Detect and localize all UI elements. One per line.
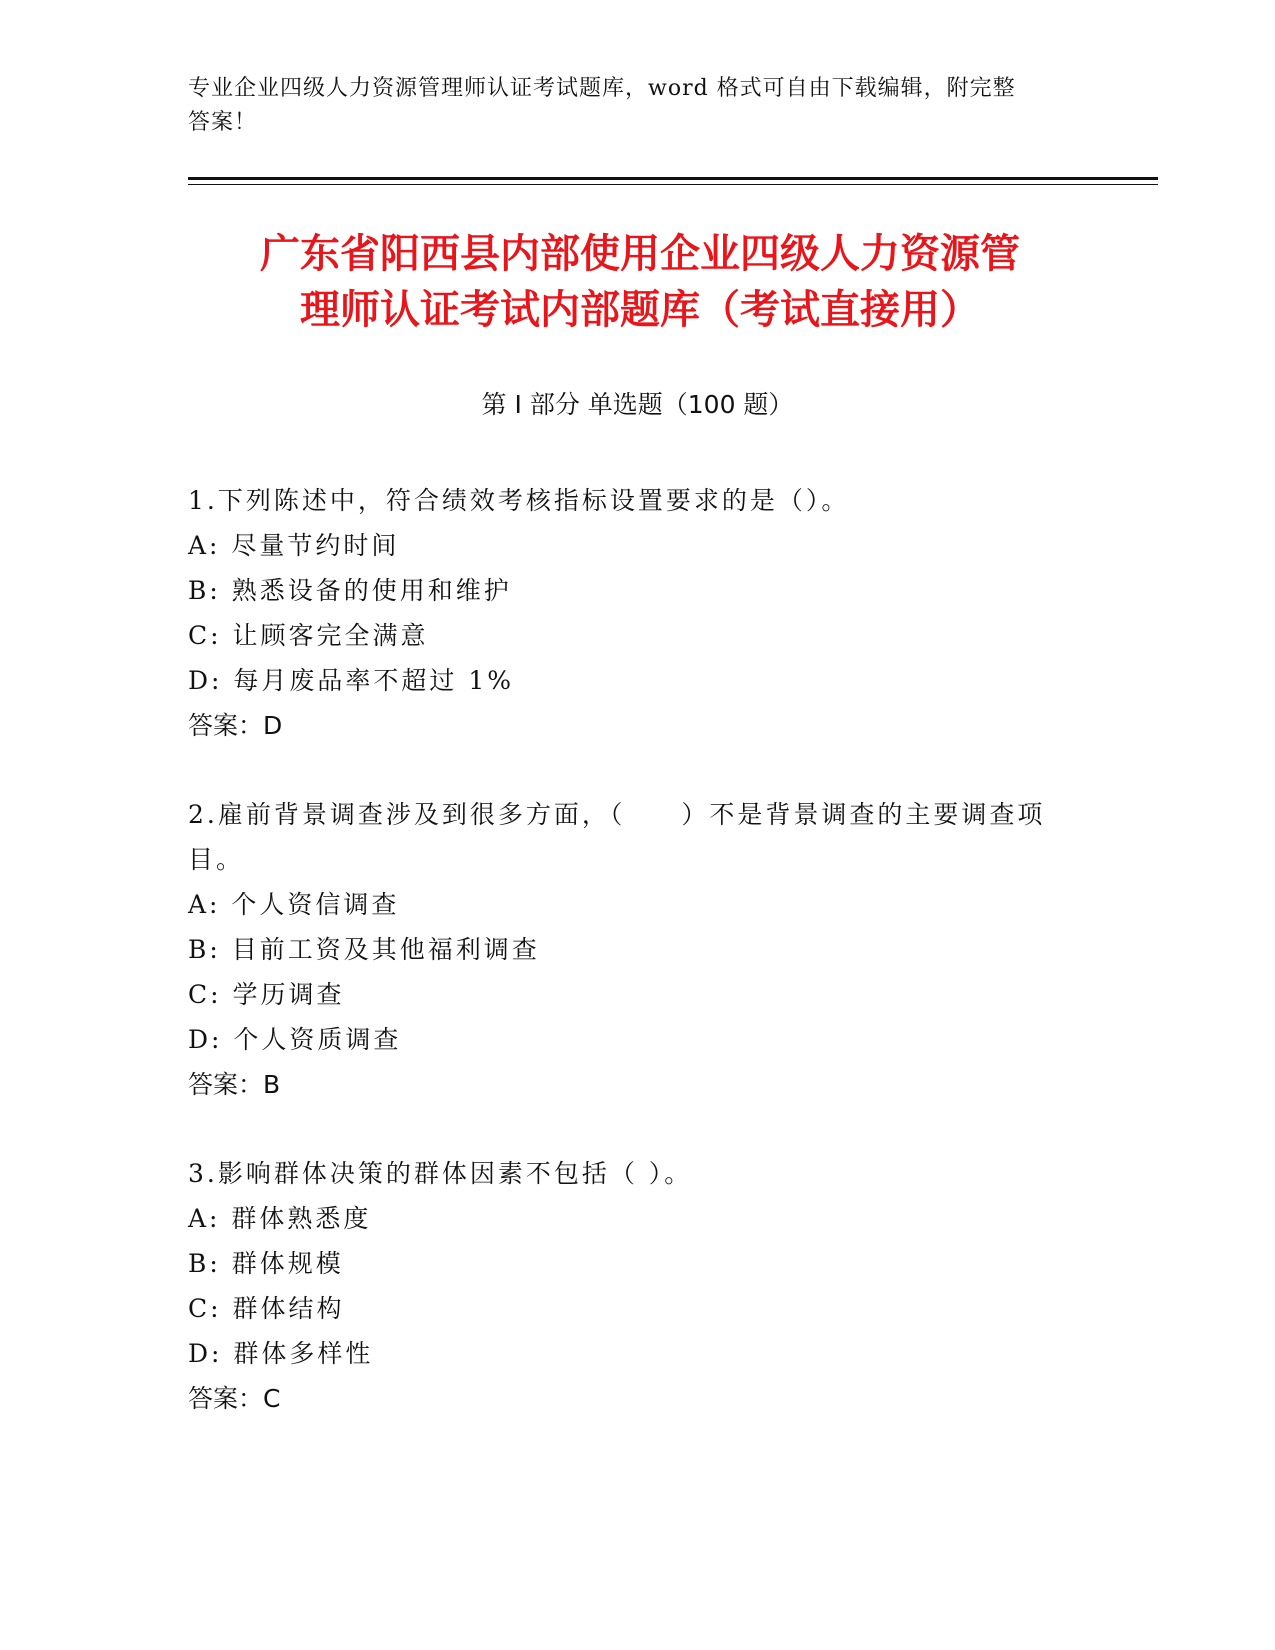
question-2: [188, 792, 1088, 1107]
question-stem: 2.雇前背景调查涉及到很多方面，（ ）不是背景调查的主要调查项目。: [188, 800, 1046, 874]
document-title: [180, 226, 1100, 338]
question-stem: 1.下列陈述中，符合绩效考核指标设置要求的是（）。: [188, 486, 850, 515]
option-a: A: 群体熟悉度: [188, 1204, 372, 1233]
question-3: [188, 1151, 1088, 1421]
header-divider-thin: [188, 184, 1158, 185]
option-c: C: 学历调查: [188, 980, 345, 1009]
option-b: B: 目前工资及其他福利调查: [188, 935, 540, 964]
header-divider-thick: [188, 177, 1158, 180]
option-b: B: 群体规模: [188, 1249, 344, 1278]
option-c: C: 让顾客完全满意: [188, 621, 429, 650]
answer: 答案：B: [188, 1070, 281, 1099]
question-1: [188, 478, 1088, 748]
option-d: D: 每月废品率不超过 1%: [188, 666, 515, 695]
option-c: C: 群体结构: [188, 1294, 345, 1323]
header-note: [188, 72, 1088, 140]
header-note-line1: 专业企业四级人力资源管理师认证考试题库，word 格式可自由下载编辑，附完整: [188, 76, 1016, 101]
option-a: A: 尽量节约时间: [188, 531, 400, 560]
document-title-line2: 理师认证考试内部题库（考试直接用）: [300, 287, 980, 333]
option-b: B: 熟悉设备的使用和维护: [188, 576, 512, 605]
option-a: A: 个人资信调查: [188, 890, 400, 919]
section-heading: 第 I 部分 单选题（100 题）: [481, 390, 794, 419]
option-d: D: 群体多样性: [188, 1339, 374, 1368]
document-title-line1: 广东省阳西县内部使用企业四级人力资源管: [260, 231, 1020, 277]
answer: 答案：D: [188, 711, 283, 740]
answer: 答案：C: [188, 1384, 281, 1413]
header-note-line2: 答案！: [188, 110, 258, 135]
question-list: [188, 478, 1088, 1465]
question-stem: 3.影响群体决策的群体因素不包括（ ）。: [188, 1159, 693, 1188]
option-d: D: 个人资质调查: [188, 1025, 402, 1054]
